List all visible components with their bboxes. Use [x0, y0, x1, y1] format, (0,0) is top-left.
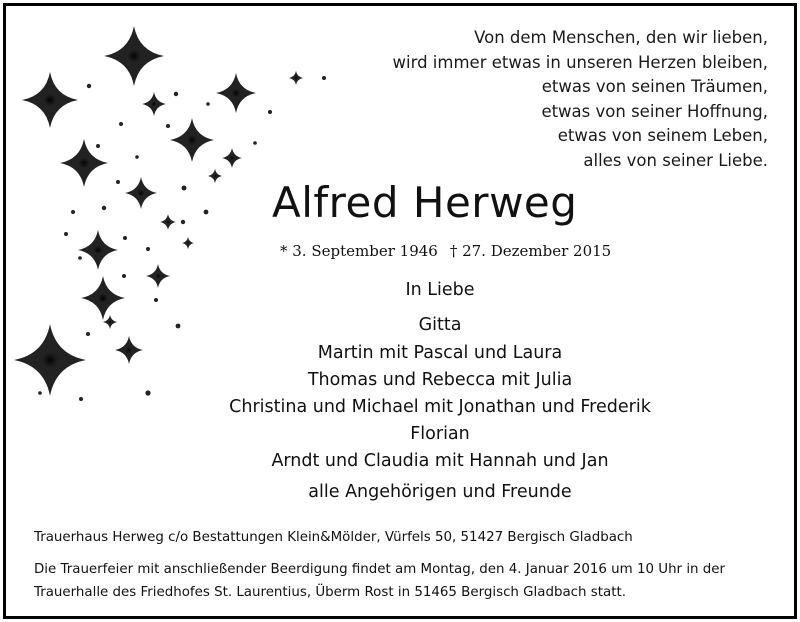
mourner-name: Thomas und Rebecca mit Julia — [307, 370, 573, 390]
funeral-service-info: Die Trauerfeier mit anschließender Beerdigung findet am Montag, den 4. Januar 2016 um 10 Uhr in der — [34, 562, 726, 577]
birth-date: * 3. September 1946 — [280, 242, 438, 260]
deceased-name: Alfred Herweg — [272, 178, 578, 227]
mourning-house-address: Trauerhaus Herweg c/o Bestattungen Klein&Mölder, Vürfels 50, 51427 Bergisch Gladbach — [34, 530, 633, 545]
verse-line: wird immer etwas in unseren Herzen bleiben, — [392, 52, 768, 72]
mourner-name: Arndt und Claudia mit Hannah und Jan — [271, 451, 609, 471]
mourner-name: Florian — [410, 424, 470, 444]
verse-line: etwas von seiner Hoffnung, — [541, 101, 768, 121]
mourners-intro: In Liebe — [405, 280, 475, 300]
verse-line: Von dem Menschen, den wir lieben, — [474, 28, 768, 47]
funeral-service-info: Trauerhalle des Friedhofes St. Laurentius, Überm Rost in 51465 Bergisch Gladbach statt. — [34, 585, 626, 600]
mourner-name: Gitta — [418, 315, 462, 335]
life-dates — [280, 242, 611, 260]
verse-line: etwas von seinen Träumen, — [541, 77, 768, 97]
verse-line: etwas von seinem Leben, — [557, 126, 768, 146]
mourners-closing: alle Angehörigen und Freunde — [308, 482, 572, 502]
memorial-verse — [393, 26, 768, 174]
mourner-name: Martin mit Pascal und Laura — [317, 343, 563, 363]
verse-line: alles von seiner Liebe. — [583, 150, 768, 170]
death-date: † 27. Dezember 2015 — [449, 242, 612, 260]
mourner-name: Christina und Michael mit Jonathan und Frederik — [229, 397, 651, 417]
